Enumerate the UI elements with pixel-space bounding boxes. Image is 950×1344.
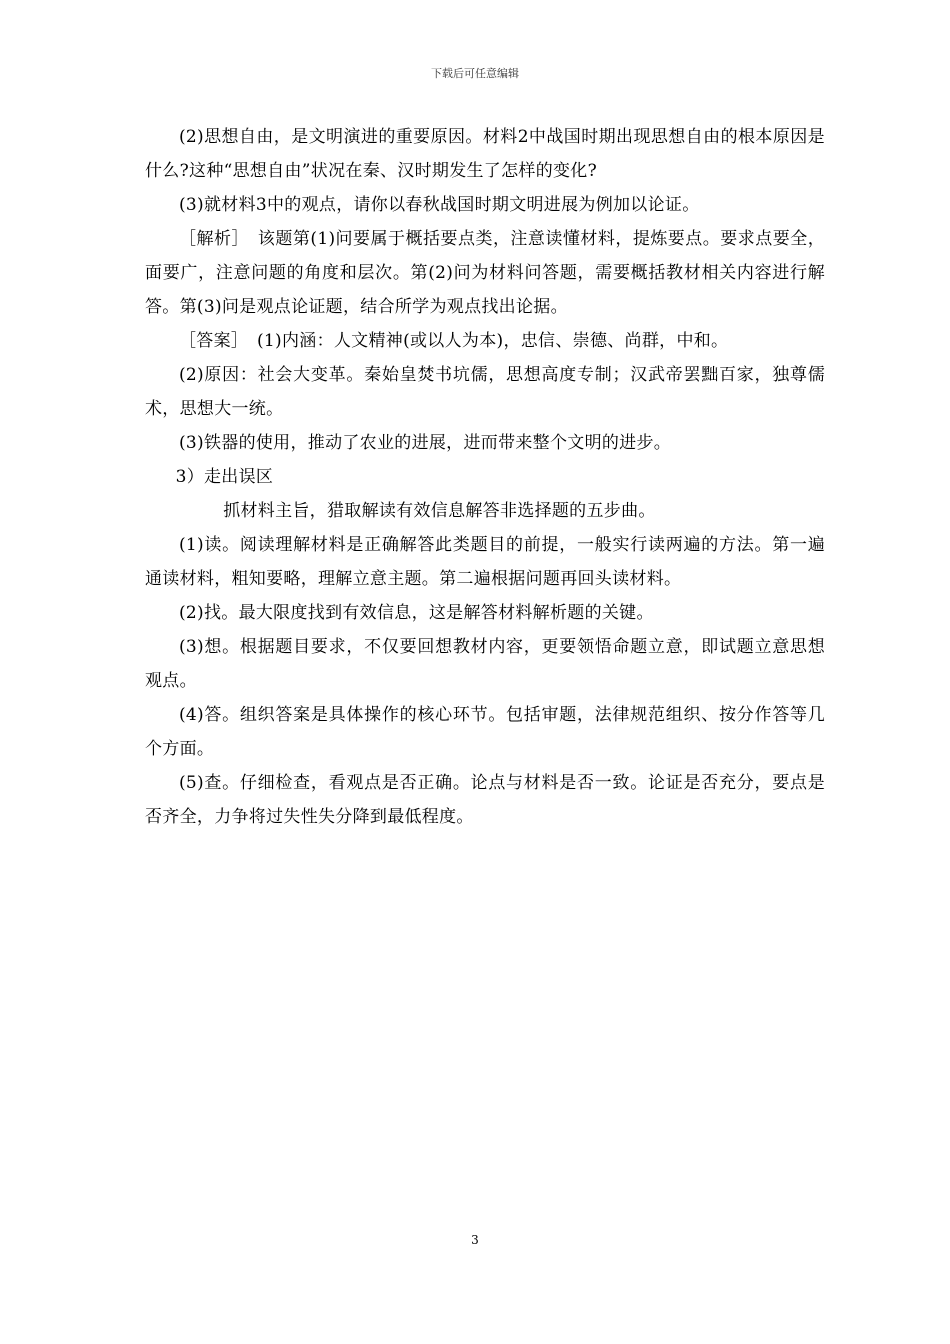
paragraph-analysis: ［解析］ 该题第(1)问要属于概括要点类，注意读懂材料，提炼要点。要求点要全，面要广，注意问题的角度和层次。第(2)问为材料问答题，需要概括教材相关内容进行解答。第(3)问是观点论证题，结合所学为观点找出论据。 [145,229,825,317]
paragraph-step-check: (5)查。仔细检查，看观点是否正确。论点与材料是否一致。论证是否充分，要点是否齐全，力争将过失性失分降到最低程度。 [145,773,825,827]
paragraph-question-3: (3)就材料3中的观点，请你以春秋战国时期文明进展为例加以论证。 [179,195,700,215]
page-number: 3 [471,1233,479,1247]
paragraph-step-read: (1)读。阅读理解材料是正确解答此类题目的前提，一般实行读两遍的方法。第一遍通读材料，粗知要略，理解立意主题。第二遍根据问题再回头读材料。 [145,535,825,589]
paragraph-five-steps-intro: 抓材料主旨，猎取解读有效信息解答非选择题的五步曲。 [223,501,656,521]
paragraph-step-answer: (4)答。组织答案是具体操作的核心环节。包括审题，法律规范组织、按分作答等几个方面。 [145,705,825,759]
paragraph-answer-1: ［答案］ (1)内涵：人文精神(或以人为本)，忠信、崇德、尚群，中和。 [179,331,729,351]
section-heading-misconceptions: 3）走出误区 [175,467,274,487]
paragraph-step-find: (2)找。最大限度找到有效信息，这是解答材料解析题的关键。 [179,603,654,623]
paragraph-answer-3: (3)铁器的使用，推动了农业的进展，进而带来整个文明的进步。 [179,433,672,453]
page-header: 下载后可任意编辑 [431,67,519,80]
paragraph-question-2: (2)思想自由，是文明演进的重要原因。材料2中战国时期出现思想自由的根本原因是什么?这种“思想自由”状况在秦、汉时期发生了怎样的变化? [145,127,825,181]
document-body [145,120,825,834]
paragraph-answer-2: (2)原因：社会大变革。秦始皇焚书坑儒，思想高度专制；汉武帝罢黜百家，独尊儒术，思想大一统。 [145,365,825,419]
paragraph-step-think: (3)想。根据题目要求，不仅要回想教材内容，更要领悟命题立意，即试题立意思想观点。 [145,637,825,691]
